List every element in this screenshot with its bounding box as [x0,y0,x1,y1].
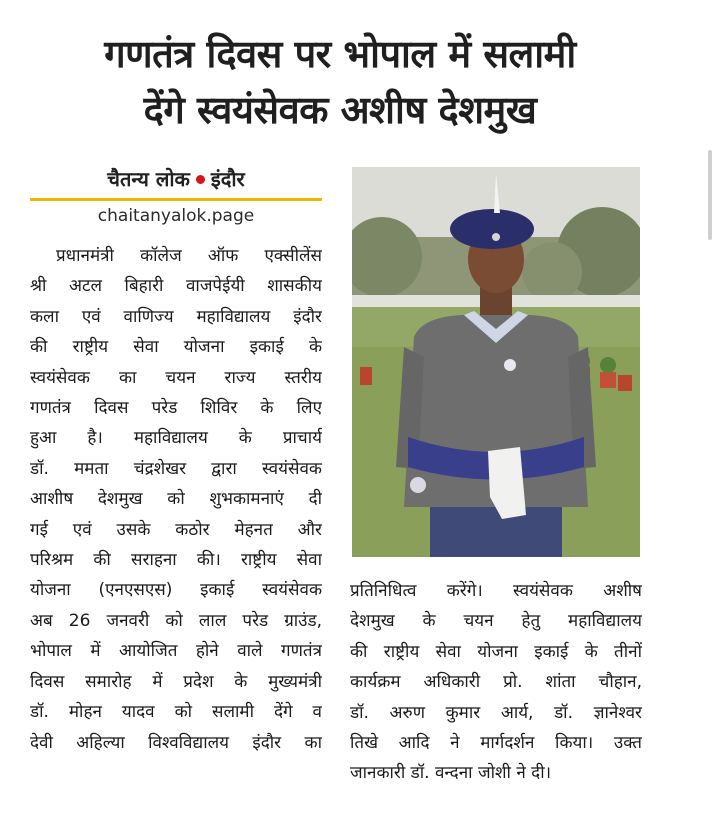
article-line: अब 26 जनवरी को लाल परेड ग्राउंड, [30,610,322,631]
article-line: हुआ है। महाविद्यालय के प्राचार्य [30,428,322,449]
article-line: डॉ. मोहन यादव को सलामी देंगे व [30,702,322,723]
byline-paper-name: चैतन्य लोक [107,167,190,191]
article-line: परिश्रम की सराहना की। राष्ट्रीय सेवा [30,550,322,571]
scroll-edge-indicator [708,150,712,240]
headline-line-1: गणतंत्र दिवस पर भोपाल में सलामी [104,32,576,76]
article-line: श्री अटल बिहारी वाजपेईयी शासकीय [30,276,322,297]
article-line: तिखे आदि ने मार्गदर्शन किया। उक्त [350,733,642,754]
article-line: स्वयंसेवक का चयन राज्य स्तरीय [30,367,322,388]
byline-city: इंदौर [210,167,245,191]
article-line: डॉ. ममता चंद्रशेखर द्वारा स्वयंसेवक [30,458,322,479]
article-photo [352,167,640,557]
article-line: की राष्ट्रीय सेवा योजना इकाई के [30,337,322,358]
article-line: योजना (एनएसएस) इकाई स्वयंसेवक [30,580,322,601]
article-line: कार्यक्रम अधिकारी प्रो. शांता चौहान, [350,672,642,693]
site-url: chaitanyalok.page [97,206,255,226]
article-column-right [350,576,642,789]
photo-volunteer-image [352,167,640,557]
headline [20,26,660,138]
article-line: की राष्ट्रीय सेवा योजना इकाई के तीनों [350,641,642,662]
red-dot-icon [196,175,205,184]
article-line: कला एवं वाणिज्य महाविद्यालय इंदौर [30,306,322,327]
article-line: प्रतिनिधित्व करेंगे। स्वयंसेवक अशीष [350,581,642,601]
article-line: गणतंत्र दिवस परेड शिविर के लिए [30,398,322,419]
article-line: दिवस समारोह में प्रदेश के मुख्यमंत्री [30,671,322,692]
article-line: देशमुख के चयन हेतु महाविद्यालय [350,611,642,632]
article-line: जानकारी डॉ. वन्दना जोशी ने दी। [350,763,552,784]
article-line: प्रधानमंत्री कॉलेज ऑफ एक्सीलेंस [56,246,322,266]
article-line: गई एवं उसके कठोर मेहनत और [30,519,322,540]
article-line: आशीष देशमुख को शुभकामनाएं दी [30,489,322,510]
byline [30,164,322,194]
yellow-rule [30,198,322,201]
article-line: देवी अहिल्या विश्वविद्यालय इंदौर का [30,732,322,753]
article-line: भोपाल में आयोजित होने वाले गणतंत्र [30,641,322,662]
article-column-left [30,241,322,758]
headline-line-2: देंगे स्वयंसेवक अशीष देशमुख [143,88,537,132]
article-line: डॉ. अरुण कुमार आर्य, डॉ. ज्ञानेश्वर [350,702,642,723]
byline-block [30,164,322,230]
